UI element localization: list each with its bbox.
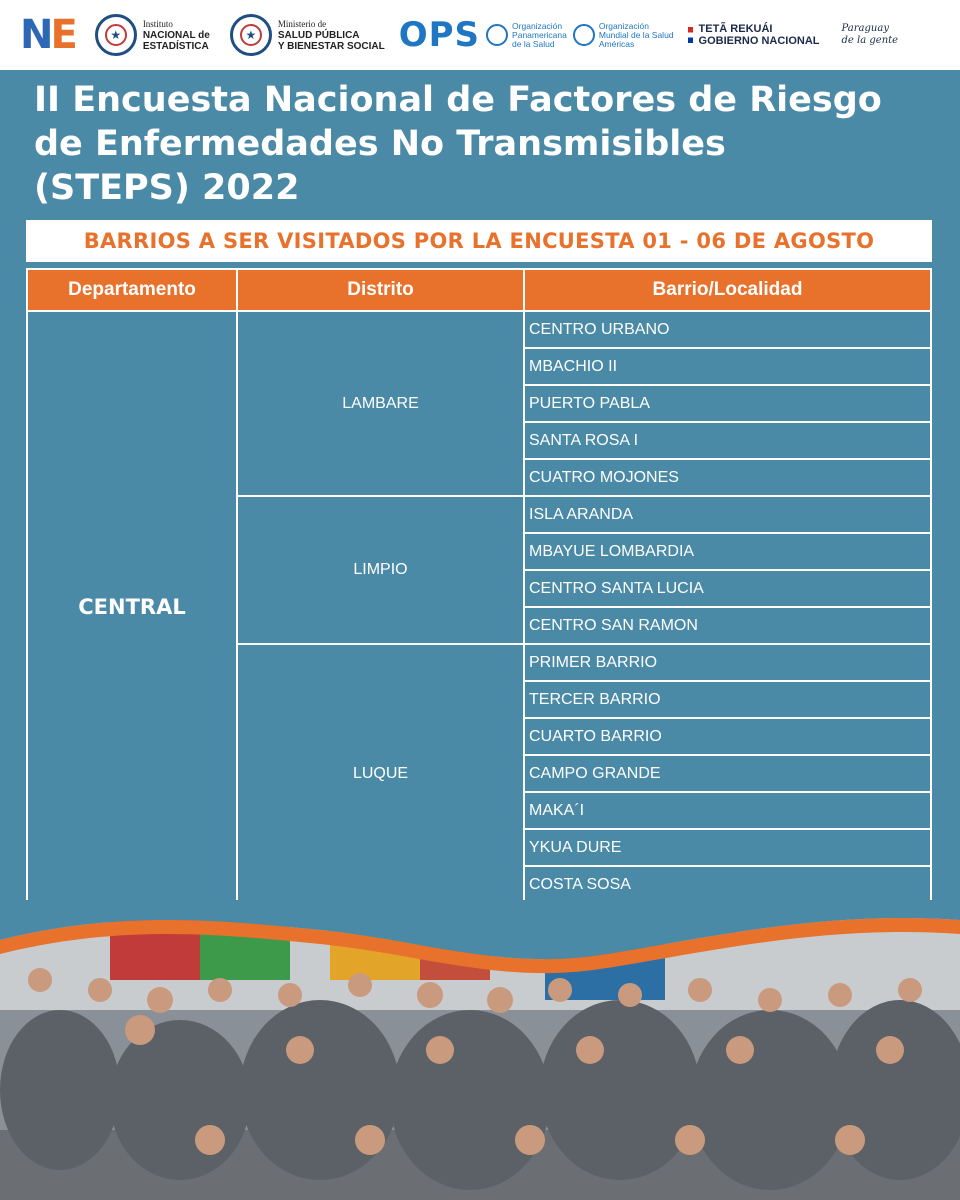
distrito-cell: LAMBARE bbox=[237, 311, 524, 496]
group-photo bbox=[0, 900, 960, 1200]
barrio-cell: CUARTO BARRIO bbox=[524, 718, 931, 755]
barrio-cell: CENTRO SAN RAMON bbox=[524, 607, 931, 644]
departamento-cell: CENTRAL bbox=[27, 311, 237, 903]
header-departamento: Departamento bbox=[27, 269, 237, 311]
ine-logo-text: Instituto NACIONAL de ESTADÍSTICA bbox=[142, 18, 210, 52]
subtitle: BARRIOS A SER VISITADOS POR LA ENCUESTA 01 - 06 DE AGOSTO bbox=[83, 229, 875, 253]
barrio-cell: COSTA SOSA bbox=[524, 866, 931, 903]
gobierno-nacional-logo: TETÃ REKUÁI GOBIERNO NACIONAL bbox=[688, 23, 820, 47]
barrio-cell: YKUA DURE bbox=[524, 829, 931, 866]
barrio-cell: MAKA´I bbox=[524, 792, 931, 829]
barrio-cell: CAMPO GRANDE bbox=[524, 755, 931, 792]
paraguay-flag-icon bbox=[688, 27, 693, 43]
table-header-row bbox=[27, 269, 931, 311]
who-emblem-icon bbox=[573, 24, 595, 46]
barrio-cell: PRIMER BARRIO bbox=[524, 644, 931, 681]
who-logo-text: Organización Mundial de la Salud Américas bbox=[598, 20, 674, 49]
header-distrito: Distrito bbox=[237, 269, 524, 311]
paraguay-seal-icon: ★ bbox=[230, 14, 272, 56]
barrio-cell: CENTRO SANTA LUCIA bbox=[524, 570, 931, 607]
distrito-cell: LUQUE bbox=[237, 644, 524, 903]
barrio-cell: SANTA ROSA I bbox=[524, 422, 931, 459]
barrios-table bbox=[26, 268, 932, 904]
logo-bar bbox=[0, 0, 960, 70]
ine-ne-logo: NE bbox=[20, 12, 75, 58]
header-barrio: Barrio/Localidad bbox=[524, 269, 931, 311]
barrio-cell: ISLA ARANDA bbox=[524, 496, 931, 533]
distrito-cell: LIMPIO bbox=[237, 496, 524, 644]
barrio-cell: CUATRO MOJONES bbox=[524, 459, 931, 496]
paho-globe-icon bbox=[486, 24, 508, 46]
barrio-cell: MBACHIO II bbox=[524, 348, 931, 385]
barrio-cell: CENTRO URBANO bbox=[524, 311, 931, 348]
page-title: II Encuesta Nacional de Factores de Riesgo de Enfermedades No Transmisibles (STEPS) 2022 bbox=[34, 80, 882, 208]
ops-logo: OPS bbox=[398, 15, 481, 55]
paho-logo-text: Organización Panamericana de la Salud bbox=[512, 20, 567, 49]
subtitle-banner bbox=[26, 220, 932, 262]
table-row bbox=[27, 311, 931, 348]
paraguay-de-la-gente-signature: Paraguay de la gente bbox=[841, 23, 899, 46]
barrio-cell: MBAYUE LOMBARDIA bbox=[524, 533, 931, 570]
barrio-cell: PUERTO PABLA bbox=[524, 385, 931, 422]
msp-logo-text: Ministerio de SALUD PÚBLICA Y BIENESTAR SOCIAL bbox=[277, 18, 385, 52]
barrio-cell: TERCER BARRIO bbox=[524, 681, 931, 718]
table-body bbox=[27, 311, 931, 903]
paraguay-seal-icon: ★ bbox=[95, 14, 137, 56]
